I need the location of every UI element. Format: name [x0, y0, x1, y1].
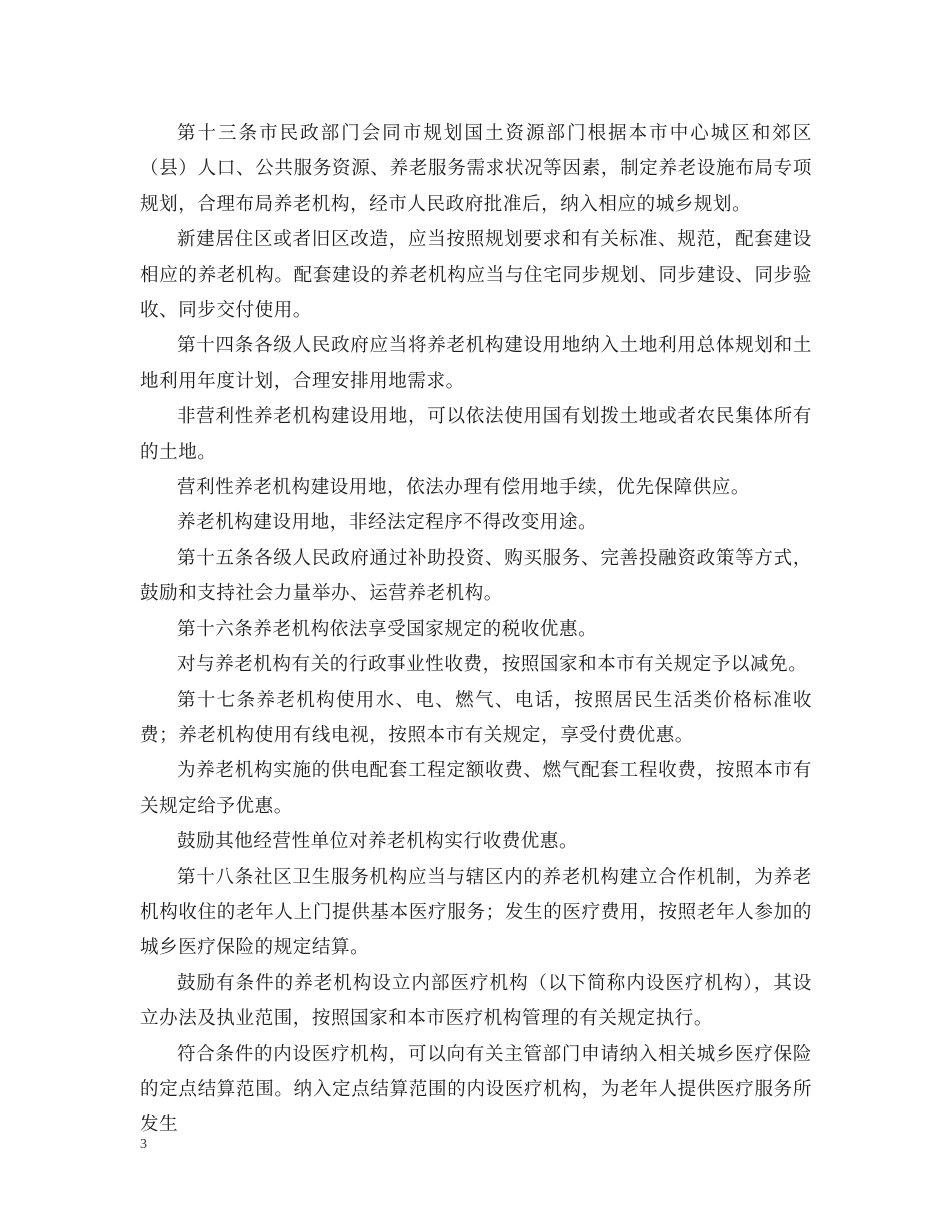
- paragraph-article-13: 第十三条市民政部门会同市规划国土资源部门根据本市中心城区和郊区（县）人口、公共服务资源、养老服务需求状况等因素，制定养老设施布局专项规划，合理布局养老机构，经市人民政府批准后，纳入相应的城乡规划。: [140, 123, 812, 215]
- paragraph-article-15: 第十五条各级人民政府通过补助投资、购买服务、完善投融资政策等方式，鼓励和支持社会力量举办、运营养老机构。: [140, 547, 812, 605]
- paragraph-land-use: 养老机构建设用地，非经法定程序不得改变用途。: [177, 512, 598, 534]
- page-number: 3: [140, 1137, 147, 1152]
- paragraph-profit-land: 营利性养老机构建设用地，依法办理有偿用地手续，优先保障供应。: [177, 477, 751, 499]
- paragraph-article-18: 第十八条社区卫生服务机构应当与辖区内的养老机构建立合作机制，为养老机构收住的老年人上门提供基本医疗服务；发生的医疗费用，按照老年人参加的城乡医疗保险的规定结算。: [140, 866, 812, 959]
- paragraph-article-14: 第十四条各级人民政府应当将养老机构建设用地纳入土地利用总体规划和土地利用年度计划，合理安排用地需求。: [140, 335, 812, 392]
- paragraph-non-profit-land: 非营利性养老机构建设用地，可以依法使用国有划拨土地或者农民集体所有的土地。: [140, 406, 812, 463]
- paragraph-new-residential: 新建居住区或者旧区改造，应当按照规划要求和有关标准、规范，配套建设相应的养老机构。配套建设的养老机构应当与住宅同步规划、同步建设、同步验收、同步交付使用。: [140, 229, 812, 322]
- paragraph-fee-reduction: 对与养老机构有关的行政事业性收费，按照国家和本市有关规定予以减免。: [177, 654, 808, 676]
- paragraph-article-17: 第十七条养老机构使用水、电、燃气、电话，按照居民生活类价格标准收费；养老机构使用有线电视，按照本市有关规定，享受付费优惠。: [140, 689, 812, 746]
- paragraph-utility-discount: 为养老机构实施的供电配套工程定额收费、燃气配套工程收费，按照本市有关规定给予优惠。: [140, 760, 812, 817]
- document-body: [140, 116, 812, 1143]
- paragraph-encourage-discount: 鼓励其他经营性单位对养老机构实行收费优惠。: [177, 831, 579, 853]
- paragraph-article-16: 第十六条养老机构依法享受国家规定的税收优惠。: [177, 618, 598, 640]
- paragraph-internal-medical: 鼓励有条件的养老机构设立内部医疗机构（以下简称内设医疗机构），其设立办法及执业范围，按照国家和本市医疗机构管理的有关规定执行。: [140, 972, 812, 1030]
- paragraph-settlement: 符合条件的内设医疗机构，可以向有关主管部门申请纳入相关城乡医疗保险的定点结算范围。纳入定点结算范围的内设医疗机构，为老年人提供医疗服务所发生: [140, 1043, 812, 1136]
